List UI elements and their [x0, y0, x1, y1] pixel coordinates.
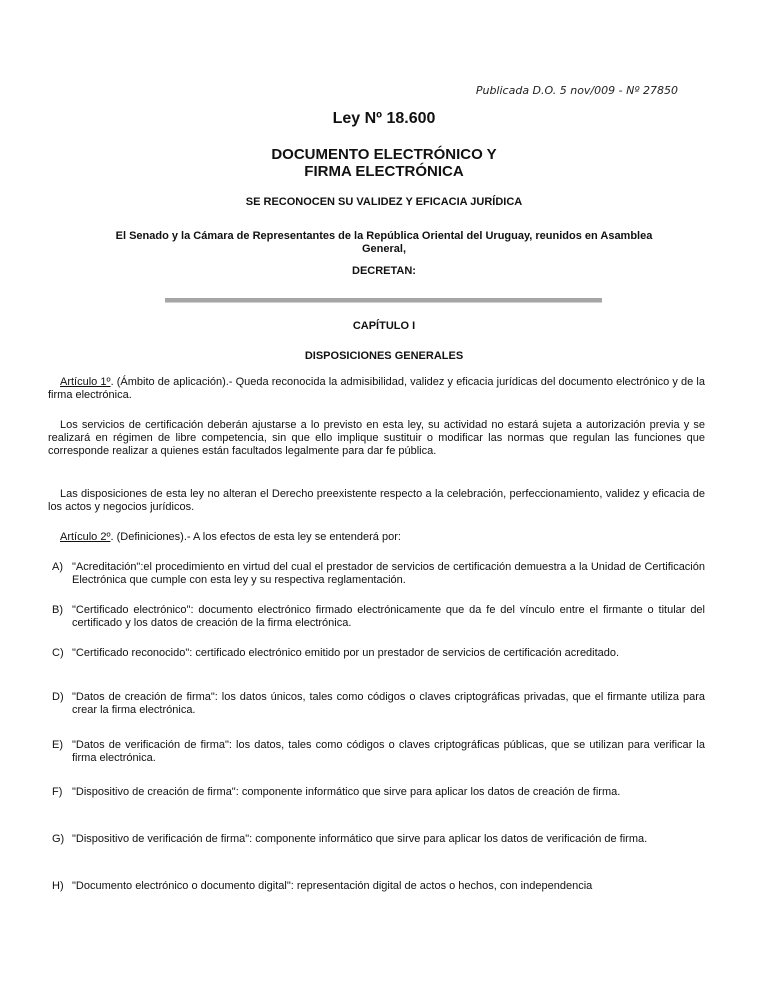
definition-letter: H) — [52, 880, 64, 892]
chapter-title: DISPOSICIONES GENERALES — [304, 350, 464, 362]
horizontal-rule — [165, 298, 602, 303]
definition-text: "Datos de verificación de firma": los datos, tales como códigos o claves criptográficas públicas, que se utilizan para verificar la firma electrónica. — [72, 739, 705, 764]
definition-text: "Certificado reconocido": certificado electrónico emitido por un prestador de servicios de certificación acreditado. — [72, 647, 620, 659]
definition-item — [52, 786, 705, 799]
law-number: Ley Nº 18.600 — [332, 110, 436, 127]
article-2-text: . (Definiciones).- A los efectos de esta ley se entenderá por: — [110, 531, 401, 543]
definition-item — [52, 604, 705, 630]
definition-letter: B) — [52, 604, 63, 616]
definition-letter: C) — [52, 647, 64, 659]
article-1-paragraph-3: Las disposiciones de esta ley no alteran el Derecho preexistente respecto a la celebración, perfeccionamiento, validez y eficacia de los actos y negocios jurídicos. — [48, 488, 705, 513]
article-1-ref: Artículo 1º — [60, 376, 111, 388]
definition-text: "Dispositivo de creación de firma": componente informático que sirve para aplicar los datos de creación de firma. — [72, 786, 621, 798]
definition-letter: A) — [52, 561, 63, 573]
definition-item — [52, 561, 705, 587]
preamble: El Senado y la Cámara de Representantes de la República Oriental del Uruguay, reunidos en Asamblea General, — [115, 230, 653, 255]
article-2-ref: Artículo 2º — [60, 531, 111, 543]
definition-text: "Documento electrónico o documento digital": representación digital de actos o hechos, con independencia — [72, 880, 593, 892]
definition-item — [52, 880, 705, 893]
chapter-label: CAPÍTULO I — [352, 320, 416, 332]
law-title — [0, 146, 768, 180]
law-title-line2: FIRMA ELECTRÓNICA — [304, 163, 464, 180]
definition-text: "Dispositivo de verificación de firma": componente informático que sirve para aplicar los datos de verificación de firma. — [72, 833, 648, 845]
definition-letter: G) — [52, 833, 65, 845]
definition-text: "Certificado electrónico": documento electrónico firmado electrónicamente que da fe del vínculo entre el firmante o titular del certificado y los datos de creación de la firma electrónica. — [72, 604, 705, 629]
law-subtitle: SE RECONOCEN SU VALIDEZ Y EFICACIA JURÍDICA — [245, 196, 523, 208]
article-2-intro — [48, 531, 705, 544]
definition-letter: F) — [52, 786, 63, 798]
decree-heading: DECRETAN: — [352, 265, 416, 277]
definition-letter: E) — [52, 739, 63, 751]
definition-item — [52, 739, 705, 765]
article-1-text: . (Ámbito de aplicación).- Queda reconocida la admisibilidad, validez y eficacia jurídicas del documento electrónico y de la firma electrónica. — [48, 376, 705, 401]
publication-note: Publicada D.O. 5 nov/009 - Nº 27850 — [475, 84, 678, 97]
definition-text: "Datos de creación de firma": los datos únicos, tales como códigos o claves criptográficas privadas, que el firmante utiliza para crear la firma electrónica. — [72, 691, 705, 716]
definition-item — [52, 833, 705, 846]
article-1-paragraph-2: Los servicios de certificación deberán ajustarse a lo previsto en esta ley, su actividad no estará sujeta a autorización previa y se realizará en régimen de libre competencia, sin que ello implique sustituir o modificar las normas que regulan las funciones que corresponde realizar a quienes están facultados legalmente para dar fe pública. — [48, 419, 705, 457]
law-title-line1: DOCUMENTO ELECTRÓNICO Y — [271, 146, 497, 163]
definition-text: "Acreditación":el procedimiento en virtud del cual el prestador de servicios de certificación demuestra a la Unidad de Certificación Electrónica que cumple con esta ley y su respectiva reglamentación. — [72, 561, 705, 586]
definition-letter: D) — [52, 691, 64, 703]
definition-item — [52, 647, 705, 660]
article-1-paragraph-1 — [48, 376, 705, 402]
definition-item — [52, 691, 705, 717]
